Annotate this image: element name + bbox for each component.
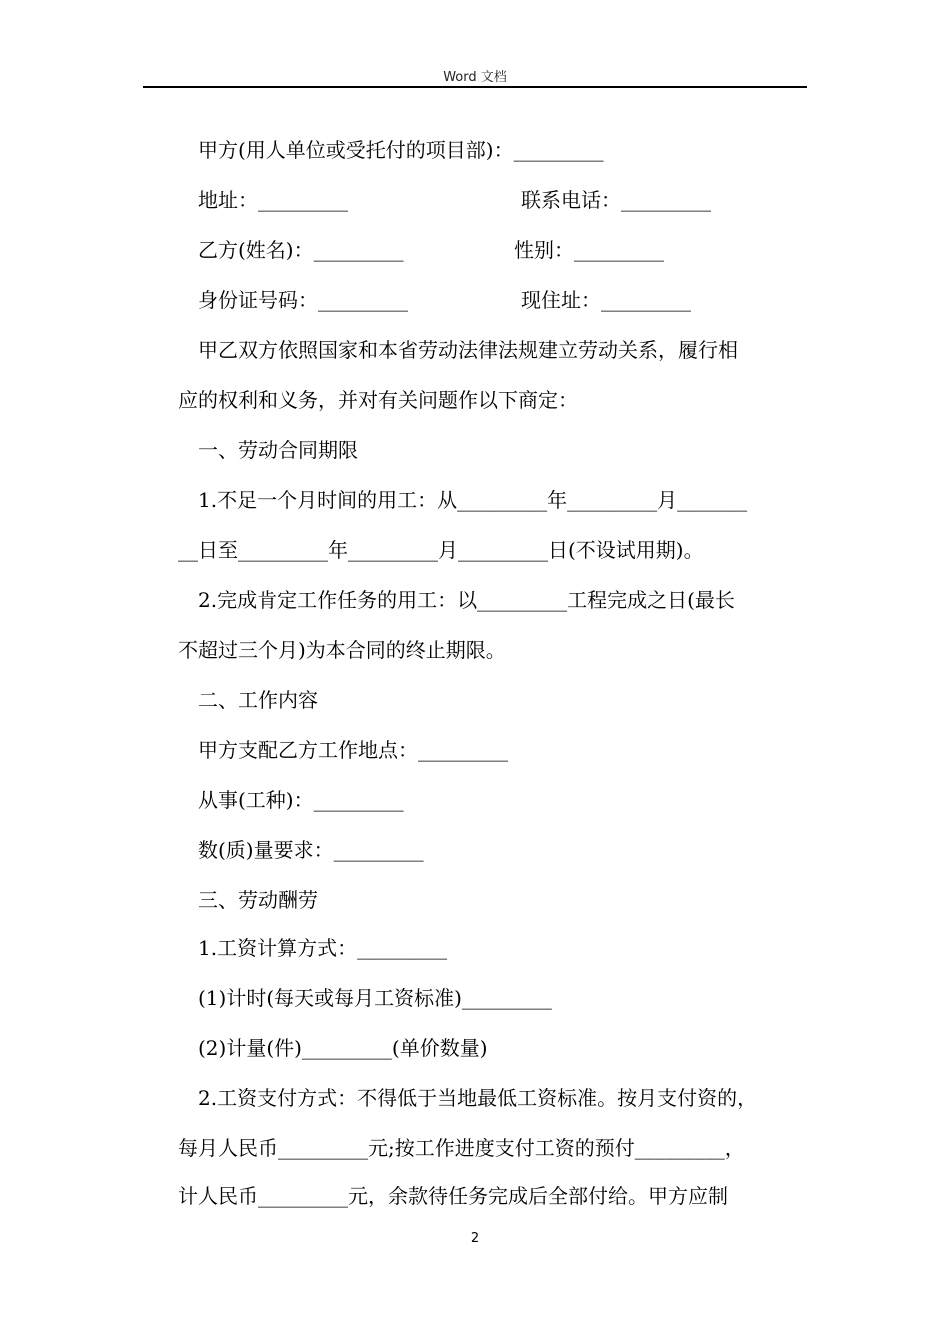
section-heading-2: 二、工作内容 — [198, 688, 318, 712]
section-heading-1: 一、劳动合同期限 — [198, 438, 358, 462]
work-type-line: 从事(工种)：_________ — [198, 788, 404, 812]
item-1-1-line-1: 1.不足一个月时间的用工：从_________年_________月_______ — [198, 488, 748, 512]
work-location-line: 甲方支配乙方工作地点：_________ — [198, 738, 508, 762]
item-3-1-2-line: (2)计量(件)_________(单价数量) — [198, 1036, 488, 1060]
section-heading-3: 三、劳动酬劳 — [198, 888, 318, 912]
intro-paragraph-line-1: 甲乙双方依照国家和本省劳动法律法规建立劳动关系，履行相 — [198, 338, 738, 362]
item-3-1-line: 1.工资计算方式：_________ — [198, 936, 448, 960]
party-b-row — [198, 236, 828, 264]
current-address-field: 现住址：_________ — [521, 288, 691, 312]
gender-field: 性别：_________ — [514, 238, 664, 262]
item-1-2-line-1: 2.完成肯定工作任务的用工：以_________工程完成之日(最长 — [198, 588, 735, 612]
phone-field: 联系电话：_________ — [521, 188, 711, 212]
id-number-field: 身份证号码：_________ — [198, 288, 408, 312]
address-field: 地址：_________ — [198, 188, 348, 212]
page-number: 2 — [470, 1231, 480, 1246]
party-b-field: 乙方(姓名)：_________ — [198, 238, 404, 262]
quality-requirement-line: 数(质)量要求：_________ — [198, 838, 424, 862]
header-title: Word 文档 — [443, 70, 507, 85]
item-1-1-line-2: __日至_________年_________月_________日(不设试用期)。 — [178, 538, 704, 562]
item-1-2-line-2: 不超过三个月)为本合同的终止期限。 — [178, 638, 506, 662]
item-3-2-line-1: 2.工资支付方式：不得低于当地最低工资标准。按月支付资的， — [198, 1086, 758, 1110]
item-3-2-line-3: 计人民币_________元，余款待任务完成后全部付给。甲方应制 — [178, 1184, 728, 1208]
item-3-1-1-line: (1)计时(每天或每月工资标准)_________ — [198, 986, 552, 1010]
header-divider — [143, 86, 807, 88]
item-3-2-line-2: 每月人民币_________元;按工作进度支付工资的预付_________， — [178, 1136, 745, 1160]
intro-paragraph-line-2: 应的权利和义务，并对有关问题作以下商定： — [178, 388, 578, 412]
address-row — [198, 186, 828, 214]
party-a-line: 甲方(用人单位或受托付的项目部)：_________ — [198, 138, 604, 162]
id-row — [198, 286, 828, 314]
